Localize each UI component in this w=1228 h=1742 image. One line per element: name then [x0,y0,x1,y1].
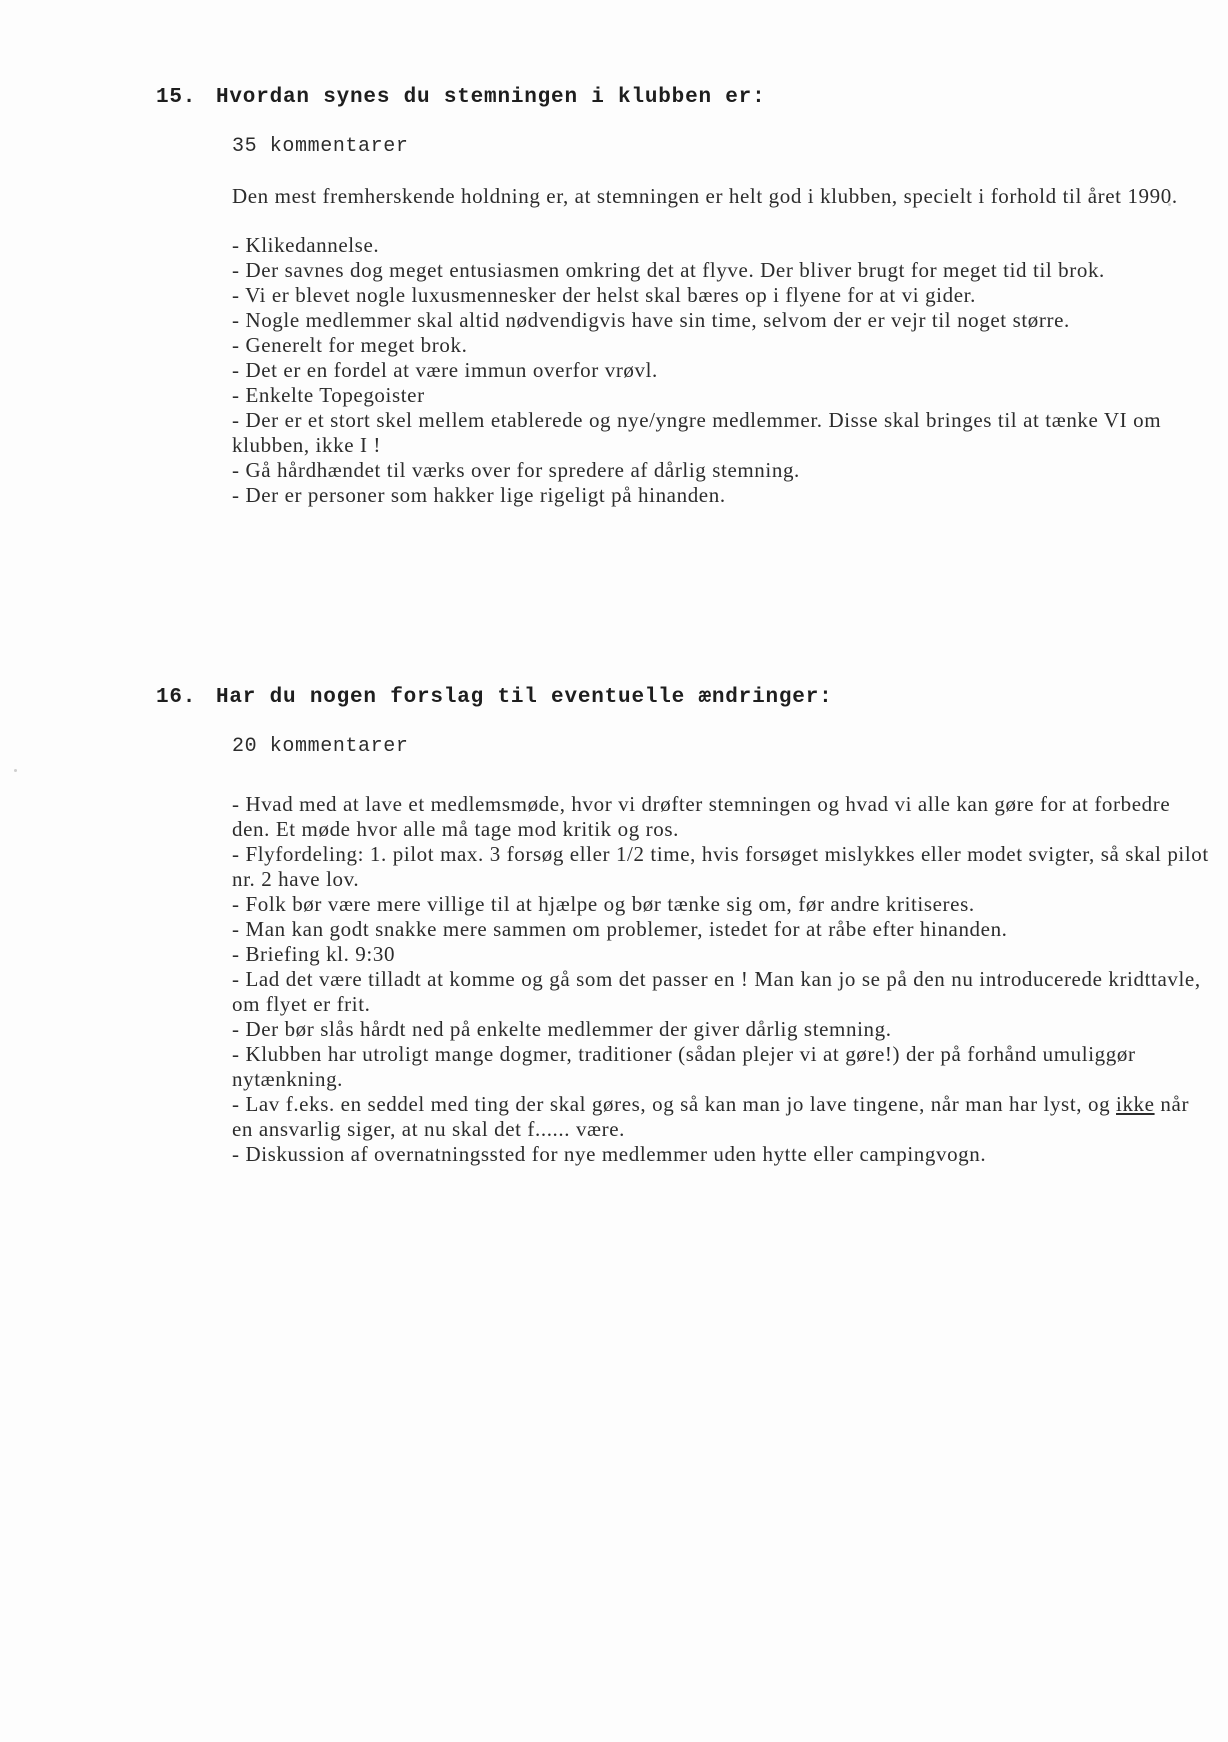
comment-item: - Gå hårdhændet til værks over for spredere af dårlig stemning. [232,458,800,482]
section-body [232,734,1212,1167]
section-number: 15. [156,86,197,109]
section-15 [156,84,1216,508]
comment-text: når en ansvarlig siger, at nu skal det f...... være. [232,1092,1190,1141]
section-heading [156,684,1216,712]
underlined-word: ikke [1116,1092,1155,1116]
comment-list [232,233,1212,508]
comment-item: - Flyfordeling: 1. pilot max. 3 forsøg eller 1/2 time, hvis forsøget mislykkes eller modet svigter, så skal pilot nr. 2 have lov. [232,842,1209,891]
comment-item: - Briefing kl. 9:30 [232,942,396,966]
comment-item: - Der savnes dog meget entusiasmen omkring det at flyve. Der bliver brugt for meget tid til brok. [232,258,1105,282]
comment-item: - Det er en fordel at være immun overfor vrøvl. [232,358,658,382]
comment-item: - Klubben har utroligt mange dogmer, traditioner (sådan plejer vi at gøre!) der på forhånd umuliggør nytænkning. [232,1042,1136,1091]
comment-count: 20 kommentarer [232,735,409,758]
section-number: 16. [156,686,197,709]
comment-item: - Folk bør være mere villige til at hjælpe og bør tænke sig om, før andre kritiseres. [232,892,975,916]
comment-item: - Enkelte Topegoister [232,383,425,407]
comment-item: - Der bør slås hårdt ned på enkelte medlemmer der giver dårlig stemning. [232,1017,892,1041]
section-16 [156,684,1216,1167]
comment-item: - Diskussion af overnatningssted for nye medlemmer uden hytte eller campingvogn. [232,1142,987,1166]
comment-item: - Der er et stort skel mellem etablerede og nye/yngre medlemmer. Disse skal bringes til at tænke VI om klubben, ikke I ! [232,408,1162,457]
comment-list [232,792,1212,1167]
comment-count: 35 kommentarer [232,135,409,158]
comment-item: - Vi er blevet nogle luxusmennesker der helst skal bæres op i flyene for at vi gider. [232,283,976,307]
comment-item: - Generelt for meget brok. [232,333,468,357]
section-title: Hvordan synes du stemningen i klubben er: [216,86,766,109]
comment-item: - Man kan godt snakke mere sammen om problemer, istedet for at råbe efter hinanden. [232,917,1008,941]
comment-item: - Der er personer som hakker lige rigeligt på hinanden. [232,483,726,507]
section-body [232,134,1212,508]
comment-item: - Klikedannelse. [232,233,380,257]
scan-speck [14,769,17,772]
section-title: Har du nogen forslag til eventuelle ændringer: [216,686,833,709]
section-heading [156,84,1216,112]
comment-item [232,1092,1212,1142]
summary-paragraph: Den mest fremherskende holdning er, at stemningen er helt god i klubben, specielt i forhold til året 1990. [232,184,1178,208]
comment-text: - Lav f.eks. en seddel med ting der skal gøres, og så kan man jo lave tingene, når man har lyst, og [232,1092,1117,1116]
comment-item: - Lad det være tilladt at komme og gå som det passer en ! Man kan jo se på den nu introducerede kridttavle, om flyet er frit. [232,967,1201,1016]
comment-item: - Hvad med at lave et medlemsmøde, hvor vi drøfter stemningen og hvad vi alle kan gøre for at forbedre den. Et møde hvor alle må tage mod kritik og ros. [232,792,1171,841]
comment-item: - Nogle medlemmer skal altid nødvendigvis have sin time, selvom der er vejr til noget større. [232,308,1070,332]
